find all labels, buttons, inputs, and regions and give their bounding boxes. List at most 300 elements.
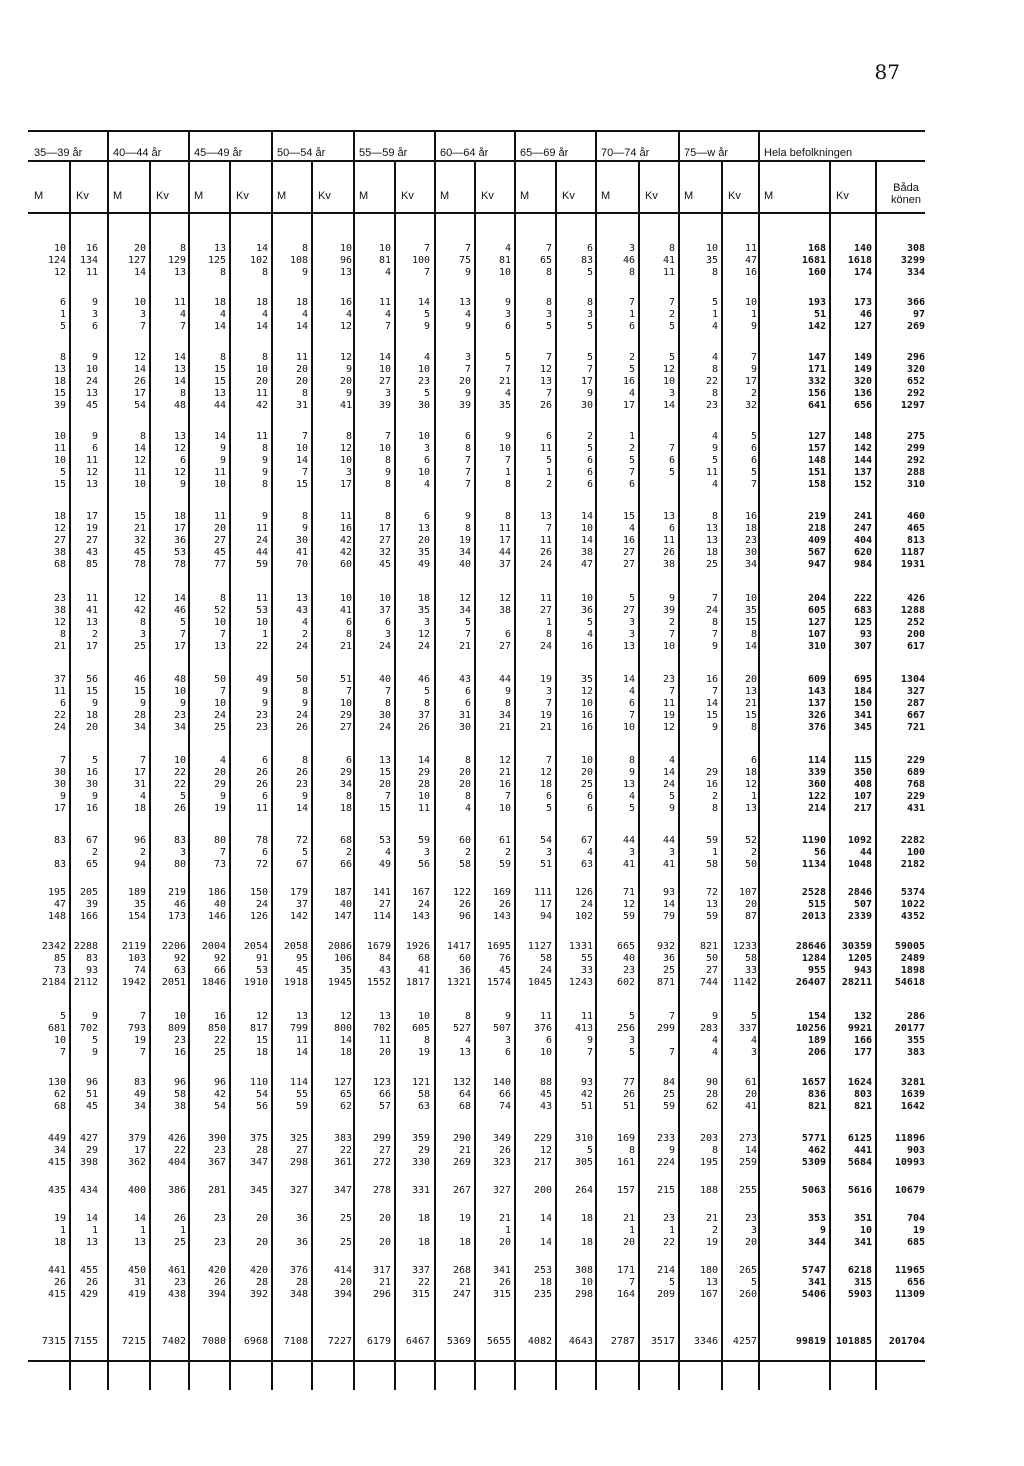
table-cell: 7: [668, 1011, 675, 1022]
table-cell: 7: [464, 479, 471, 490]
table-cell: 5616: [847, 1185, 872, 1196]
table-cell: 157: [616, 1185, 635, 1196]
table-cell: 17: [133, 767, 146, 778]
table-cell: 35: [744, 605, 757, 616]
table-cell: 6: [586, 455, 593, 466]
table-cell: 702: [372, 1023, 391, 1034]
table-cell: 323: [492, 1157, 511, 1168]
table-cell: 426: [167, 1133, 186, 1144]
column-header: M: [194, 190, 204, 202]
table-cell: 14: [539, 1213, 552, 1224]
table-cell: 1639: [900, 1089, 925, 1100]
table-cell: 12: [53, 617, 66, 628]
total-rule: [28, 1360, 925, 1362]
column-header: M: [520, 190, 530, 202]
table-cell: 288: [906, 467, 925, 478]
table-cell: 420: [207, 1265, 226, 1276]
table-cell: 8: [59, 629, 66, 640]
table-cell: 65: [85, 859, 98, 870]
table-cell: 5655: [486, 1336, 511, 1347]
table-cell: 2: [139, 847, 146, 858]
table-cell: 61: [744, 1077, 757, 1088]
table-cell: 61: [498, 835, 511, 846]
table-cell: 28646: [795, 941, 826, 952]
table-cell: 5: [586, 443, 593, 454]
table-cell: 115: [853, 755, 872, 766]
table-cell: 26: [662, 547, 675, 558]
table-cell: 9: [586, 1035, 593, 1046]
table-cell: 27: [378, 376, 391, 387]
table-cell: 229: [906, 791, 925, 802]
table-cell: 449: [47, 1133, 66, 1144]
table-cell: 10: [417, 1011, 430, 1022]
table-cell: 5: [711, 297, 718, 308]
table-cell: 52: [744, 835, 757, 846]
table-cell: 29: [417, 767, 430, 778]
table-cell: 27: [705, 965, 718, 976]
table-cell: 28: [255, 1145, 268, 1156]
table-cell: 1: [711, 309, 718, 320]
table-cell: 229: [906, 755, 925, 766]
table-cell: 83: [133, 1077, 146, 1088]
table-cell: 66: [378, 1089, 391, 1100]
table-cell: 3: [423, 617, 430, 628]
table-cell: 77: [622, 1077, 635, 1088]
table-cell: 51: [339, 674, 352, 685]
table-cell: 376: [807, 722, 826, 733]
table-cell: 1417: [446, 941, 471, 952]
table-cell: 43: [295, 605, 308, 616]
table-cell: 9: [711, 1011, 718, 1022]
table-cell: 9: [261, 698, 268, 709]
table-cell: 27: [295, 1145, 308, 1156]
table-cell: 23: [622, 965, 635, 976]
table-cell: 943: [853, 965, 872, 976]
table-cell: 23: [255, 710, 268, 721]
table-cell: 7: [545, 523, 552, 534]
table-cell: 25: [213, 1047, 226, 1058]
table-cell: 10: [378, 593, 391, 604]
table-cell: 13: [378, 1011, 391, 1022]
table-cell: 34: [339, 779, 352, 790]
table-cell: 22: [662, 1237, 675, 1248]
table-cell: 2342: [41, 941, 66, 952]
table-cell: 18: [85, 710, 98, 721]
table-cell: 4352: [900, 911, 925, 922]
table-cell: 123: [372, 1077, 391, 1088]
table-cell: 9: [91, 1047, 98, 1058]
table-cell: 695: [853, 674, 872, 685]
table-cell: 5684: [847, 1157, 872, 1168]
table-cell: 206: [807, 1047, 826, 1058]
table-cell: 6: [179, 455, 186, 466]
table-cell: 6: [423, 511, 430, 522]
table-cell: 6: [668, 523, 675, 534]
table-cell: 32: [744, 400, 757, 411]
table-cell: 17: [85, 511, 98, 522]
table-cell: 127: [807, 431, 826, 442]
table-cell: 43: [378, 965, 391, 976]
table-cell: 334: [906, 267, 925, 278]
table-cell: 5: [628, 1047, 635, 1058]
table-cell: 154: [127, 911, 146, 922]
table-cell: 7: [750, 352, 757, 363]
table-cell: 8: [464, 791, 471, 802]
table-cell: 7: [384, 321, 391, 332]
table-cell: 73: [53, 965, 66, 976]
table-cell: 8: [345, 431, 352, 442]
table-cell: 1: [628, 431, 635, 442]
table-cell: 800: [333, 1023, 352, 1034]
table-cell: 355: [906, 1035, 925, 1046]
table-cell: 602: [616, 977, 635, 988]
table-cell: 20: [378, 1047, 391, 1058]
table-cell: 4: [301, 617, 308, 628]
table-cell: 8: [179, 243, 186, 254]
table-cell: 11: [255, 593, 268, 604]
table-cell: 2: [301, 629, 308, 640]
table-cell: 56: [813, 847, 826, 858]
table-cell: 7: [545, 698, 552, 709]
table-cell: 45: [378, 559, 391, 570]
table-cell: 6: [423, 455, 430, 466]
table-cell: 14: [580, 535, 593, 546]
table-cell: 9: [261, 467, 268, 478]
table-cell: 24: [378, 641, 391, 652]
table-cell: 31: [133, 779, 146, 790]
table-cell: 9: [179, 479, 186, 490]
table-cell: 14: [255, 243, 268, 254]
table-cell: 7: [345, 686, 352, 697]
table-cell: 8: [464, 755, 471, 766]
table-cell: 14: [133, 267, 146, 278]
table-cell: 38: [173, 1101, 186, 1112]
table-cell: 209: [656, 1289, 675, 1300]
table-cell: 465: [906, 523, 925, 534]
table-cell: 96: [85, 1077, 98, 1088]
table-cell: 174: [853, 267, 872, 278]
table-cell: 17: [85, 641, 98, 652]
table-cell: 44: [255, 547, 268, 558]
table-cell: 1642: [900, 1101, 925, 1112]
table-cell: 11: [295, 352, 308, 363]
table-cell: 8: [261, 267, 268, 278]
table-cell: 30: [295, 535, 308, 546]
table-cell: 148: [807, 455, 826, 466]
table-cell: 53: [255, 605, 268, 616]
table-cell: 49: [133, 1089, 146, 1100]
table-cell: 429: [79, 1289, 98, 1300]
table-cell: 11: [378, 1035, 391, 1046]
table-cell: 78: [133, 559, 146, 570]
table-cell: 7: [464, 243, 471, 254]
table-cell: 2051: [161, 977, 186, 988]
table-cell: 21: [498, 376, 511, 387]
table-cell: 12: [85, 467, 98, 478]
table-cell: 836: [807, 1089, 826, 1100]
table-cell: 101885: [835, 1336, 872, 1347]
table-cell: 3: [628, 243, 635, 254]
table-cell: 137: [853, 467, 872, 478]
age-group-header: 60—64 år: [440, 147, 489, 159]
table-cell: 10: [580, 698, 593, 709]
table-cell: 3: [628, 617, 635, 628]
table-cell: 7: [545, 243, 552, 254]
table-cell: 1127: [527, 941, 552, 952]
table-cell: 46: [173, 899, 186, 910]
table-cell: 8: [711, 267, 718, 278]
table-cell: 12: [339, 352, 352, 363]
table-cell: 23: [53, 593, 66, 604]
table-cell: 122: [452, 887, 471, 898]
table-cell: 821: [699, 941, 718, 952]
table-cell: 30: [417, 400, 430, 411]
table-cell: 10: [859, 1225, 872, 1236]
table-cell: 189: [127, 887, 146, 898]
table-cell: 1190: [801, 835, 826, 846]
table-cell: 5: [91, 755, 98, 766]
table-cell: 20: [85, 722, 98, 733]
table-cell: 77: [213, 559, 226, 570]
table-cell: 9: [91, 352, 98, 363]
table-cell: 345: [853, 722, 872, 733]
table-cell: 19: [417, 1047, 430, 1058]
table-cell: 3: [423, 443, 430, 454]
table-cell: 127: [333, 1077, 352, 1088]
table-cell: 27: [378, 535, 391, 546]
table-cell: 721: [906, 722, 925, 733]
table-cell: 850: [207, 1023, 226, 1034]
table-cell: 6: [504, 1047, 511, 1058]
table-cell: 195: [699, 1157, 718, 1168]
column-header: M: [113, 190, 123, 202]
table-cell: 2: [91, 629, 98, 640]
table-cell: 65: [539, 255, 552, 266]
age-group-header: 45—49 år: [194, 147, 243, 159]
table-cell: 34: [53, 1145, 66, 1156]
table-cell: 152: [853, 479, 872, 490]
table-cell: 46: [622, 255, 635, 266]
table-cell: 27: [339, 722, 352, 733]
table-cell: 3346: [693, 1336, 718, 1347]
table-cell: 10: [378, 443, 391, 454]
table-cell: 12: [458, 593, 471, 604]
table-cell: 58: [173, 1089, 186, 1100]
table-cell: 8: [179, 388, 186, 399]
table-cell: 9: [91, 297, 98, 308]
table-cell: 3: [586, 309, 593, 320]
table-cell: 7: [711, 686, 718, 697]
table-cell: 2054: [243, 941, 268, 952]
table-cell: 13: [85, 388, 98, 399]
table-cell: 17: [378, 523, 391, 534]
table-cell: 8: [219, 593, 226, 604]
table-cell: 10: [339, 593, 352, 604]
table-cell: 7: [384, 686, 391, 697]
table-cell: 2112: [73, 977, 98, 988]
table-cell: 273: [738, 1133, 757, 1144]
table-cell: 367: [207, 1157, 226, 1168]
table-cell: 111: [533, 887, 552, 898]
table-cell: 3: [384, 388, 391, 399]
table-cell: 24: [539, 965, 552, 976]
table-cell: 171: [616, 1265, 635, 1276]
table-cell: 13: [213, 243, 226, 254]
table-cell: 127: [853, 321, 872, 332]
table-cell: 426: [906, 593, 925, 604]
table-cell: 1: [668, 1225, 675, 1236]
table-cell: 10: [417, 791, 430, 802]
table-cell: 143: [492, 911, 511, 922]
table-cell: 8: [464, 443, 471, 454]
table-cell: 24: [53, 722, 66, 733]
table-cell: 16: [85, 243, 98, 254]
table-cell: 3: [668, 388, 675, 399]
table-cell: 2339: [847, 911, 872, 922]
table-cell: 330: [411, 1157, 430, 1168]
table-cell: 24: [213, 710, 226, 721]
table-cell: 10: [580, 1277, 593, 1288]
table-cell: 1304: [900, 674, 925, 685]
table-cell: 81: [378, 255, 391, 266]
table-cell: 3: [545, 686, 552, 697]
table-cell: 12: [339, 443, 352, 454]
table-cell: 13: [539, 511, 552, 522]
table-cell: 19: [458, 1213, 471, 1224]
table-cell: 15: [213, 364, 226, 375]
table-cell: 13: [173, 364, 186, 375]
table-cell: 9: [504, 686, 511, 697]
table-cell: 22: [255, 641, 268, 652]
table-cell: 22: [213, 1035, 226, 1046]
table-cell: 87: [744, 911, 757, 922]
table-cell: 229: [533, 1133, 552, 1144]
table-cell: 19: [213, 803, 226, 814]
table-cell: 7227: [327, 1336, 352, 1347]
table-cell: 1945: [327, 977, 352, 988]
table-cell: 7: [301, 467, 308, 478]
table-cell: 20: [417, 535, 430, 546]
table-cell: 9: [59, 791, 66, 802]
table-cell: 15: [85, 686, 98, 697]
table-cell: 14: [539, 1237, 552, 1248]
table-cell: 9: [345, 364, 352, 375]
table-cell: 18: [339, 803, 352, 814]
table-cell: 1142: [732, 977, 757, 988]
table-cell: 16: [85, 767, 98, 778]
table-cell: 11: [539, 1011, 552, 1022]
table-cell: 32: [378, 547, 391, 558]
table-cell: 17: [539, 899, 552, 910]
table-cell: 45: [539, 1089, 552, 1100]
table-cell: 7: [504, 455, 511, 466]
table-cell: 12: [662, 722, 675, 733]
table-cell: 955: [807, 965, 826, 976]
table-cell: 13: [705, 523, 718, 534]
table-cell: 18: [744, 523, 757, 534]
table-cell: 821: [807, 1101, 826, 1112]
table-cell: 180: [699, 1265, 718, 1276]
table-cell: 7: [668, 686, 675, 697]
table-cell: 2: [345, 847, 352, 858]
table-cell: 1: [545, 617, 552, 628]
table-cell: 23: [173, 1035, 186, 1046]
table-cell: 20: [255, 1213, 268, 1224]
table-cell: 18: [705, 547, 718, 558]
table-cell: 8: [504, 511, 511, 522]
table-cell: 66: [498, 1089, 511, 1100]
column-header: M: [359, 190, 369, 202]
table-cell: 46: [173, 605, 186, 616]
table-cell: 7: [59, 755, 66, 766]
table-cell: 18: [255, 297, 268, 308]
table-cell: 51: [539, 859, 552, 870]
table-cell: 195: [47, 887, 66, 898]
table-cell: 12: [173, 443, 186, 454]
table-cell: 201704: [888, 1336, 925, 1347]
table-cell: 85: [85, 559, 98, 570]
table-cell: 341: [853, 1237, 872, 1248]
table-cell: 18: [417, 1213, 430, 1224]
table-cell: 142: [289, 911, 308, 922]
table-cell: 8: [750, 629, 757, 640]
table-cell: 20: [339, 376, 352, 387]
table-cell: 11: [339, 511, 352, 522]
column-header: Kv: [76, 190, 89, 202]
table-cell: 9: [91, 698, 98, 709]
table-cell: 49: [255, 674, 268, 685]
table-cell: 871: [656, 977, 675, 988]
table-cell: 400: [127, 1185, 146, 1196]
table-cell: 18: [53, 511, 66, 522]
table-cell: 18: [53, 1237, 66, 1248]
table-cell: 20: [378, 1237, 391, 1248]
table-cell: 134: [79, 255, 98, 266]
table-cell: 8: [261, 443, 268, 454]
table-cell: 8: [384, 455, 391, 466]
table-cell: 394: [207, 1289, 226, 1300]
table-cell: 132: [853, 1011, 872, 1022]
table-cell: 8: [628, 267, 635, 278]
table-cell: 7: [628, 297, 635, 308]
table-cell: 18: [133, 803, 146, 814]
table-cell: 605: [411, 1023, 430, 1034]
table-cell: 8: [301, 686, 308, 697]
table-cell: 44: [859, 847, 872, 858]
table-cell: 10: [580, 593, 593, 604]
column-header: Kv: [156, 190, 169, 202]
table-cell: 10: [339, 455, 352, 466]
table-cell: 102: [249, 255, 268, 266]
table-cell: 9: [219, 791, 226, 802]
table-cell: 167: [411, 887, 430, 898]
table-cell: 156: [807, 388, 826, 399]
table-cell: 187: [333, 887, 352, 898]
table-cell: 3: [345, 467, 352, 478]
table-cell: 4: [384, 309, 391, 320]
table-cell: 10: [53, 431, 66, 442]
table-cell: 360: [807, 779, 826, 790]
table-cell: 341: [807, 1277, 826, 1288]
table-cell: 96: [213, 1077, 226, 1088]
table-cell: 5: [750, 467, 757, 478]
table-cell: 136: [853, 388, 872, 399]
table-cell: 14: [339, 1035, 352, 1046]
table-cell: 6: [628, 321, 635, 332]
table-cell: 9: [504, 1011, 511, 1022]
table-cell: 265: [738, 1265, 757, 1276]
table-cell: 609: [807, 674, 826, 685]
